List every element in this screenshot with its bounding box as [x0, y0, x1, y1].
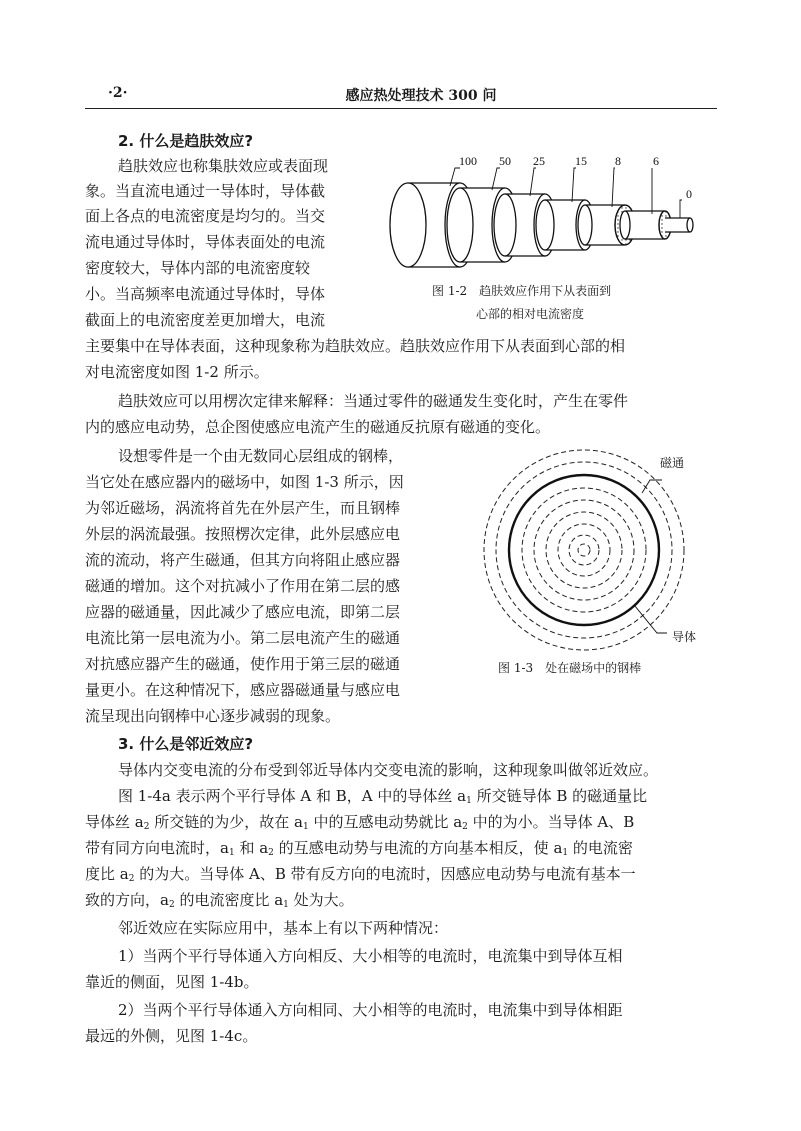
paragraph-line: 趋肤效应可以用楞次定律来解释：当通过零件的磁通发生变化时，产生在零件 — [118, 392, 629, 410]
paragraph-line — [85, 838, 633, 858]
text-run: 的电流密 — [568, 839, 633, 857]
paragraph-line: 邻近效应在实际应用中，基本上有以下两种情况： — [118, 919, 449, 937]
text-run: 所交链的为少，故在 a — [149, 813, 303, 831]
running-header — [85, 83, 717, 105]
text-run: 导体丝 a — [85, 813, 144, 831]
paragraph-line: 量更小。在这种情况下，感应器磁通量与感应电 — [85, 681, 401, 699]
text-run: 致的方向，a — [85, 891, 169, 909]
list-item: 1）当两个平行导体通入方向相反、大小相等的电流时，电流集中到导体互相 — [118, 947, 623, 965]
paragraph-line: 设想零件是一个由无数同心层组成的钢棒， — [118, 447, 404, 465]
figure-1-2-stepped-conductor — [380, 150, 720, 280]
figure-1-3-caption: 图 1-3 处在磁场中的钢棒 — [498, 661, 642, 675]
text-run: 所交链导体 B 的磁通量比 — [471, 787, 648, 805]
paragraph-line: 对电流密度如图 1-2 所示。 — [85, 363, 269, 381]
fig12-label: 50 — [499, 154, 511, 168]
book-title: 感应热处理技术 300 问 — [345, 88, 497, 104]
fig12-label: 15 — [575, 154, 587, 168]
paragraph-line: 密度较大，导体内部的电流密度较 — [85, 259, 311, 277]
paragraph-line — [85, 864, 636, 884]
paragraph-line: 内的感应电动势，总企图使感应电流产生的磁通反抗原有磁通的变化。 — [85, 418, 551, 436]
subscript: 2 — [168, 900, 175, 910]
subscript: 2 — [143, 822, 150, 832]
subscript: 1 — [466, 796, 472, 806]
text-run: 度比 a — [85, 865, 129, 883]
subscript: 1 — [302, 822, 309, 832]
text-run: 带有同方向电流时，a — [85, 839, 229, 857]
subscript: 1 — [228, 848, 235, 858]
list-item-continued: 最远的外侧，见图 1-4c。 — [85, 1027, 258, 1045]
list-item-continued: 靠近的侧面，见图 1-4b。 — [85, 973, 259, 991]
figure-1-2-caption: 心部的相对电流密度 — [476, 307, 585, 321]
paragraph-line: 小。当高频率电流通过导体时，导体 — [85, 285, 326, 303]
text-run: 中的为小。当导体 A、B — [467, 813, 635, 831]
page-number: ·2· — [108, 85, 128, 101]
paragraph-line: 外层的涡流最强。按照楞次定律，此外层感应电 — [85, 525, 401, 543]
text-run: 的互感电动势与电流的方向基本相反，使 a — [273, 839, 563, 857]
fig13-label-conductor: 导体 — [672, 630, 697, 644]
paragraph-line: 当它处在感应器内的磁场中，如图 1-3 所示，因 — [85, 473, 404, 491]
fig12-label: 6 — [653, 154, 659, 168]
paragraph-line: 对抗感应器产生的磁通，使作用于第三层的磁通 — [85, 655, 401, 673]
paragraph-line: 流电通过导体时，导体表面处的电流 — [85, 233, 326, 251]
section-heading-q3: 3. 什么是邻近效应? — [118, 735, 254, 753]
fig13-label-flux: 磁通 — [660, 456, 685, 470]
paragraph-line: 流的流动，将产生磁通，但其方向将阻止感应器 — [85, 551, 401, 569]
subscript: 2 — [268, 848, 274, 858]
paragraph-line: 导体内交变电流的分布受到邻近导体内交变电流的影响，这种现象叫做邻近效应。 — [118, 761, 659, 779]
paragraph-line: 截面上的电流密度差更加增大，电流 — [85, 311, 326, 329]
figure-1-3-steel-bar-in-field — [472, 448, 712, 658]
fig12-label: 25 — [533, 154, 545, 168]
text-run: 的为大。当导体 A、B 带有反方向的电流时，因感应电动势与电流有基本一 — [134, 865, 636, 883]
subscript: 1 — [562, 848, 569, 858]
paragraph-line: 象。当直流电通过一导体时，导体截 — [85, 182, 326, 200]
paragraph-line: 趋肤效应也称集肤效应或表面现 — [118, 157, 329, 175]
header-rule — [85, 108, 717, 109]
paragraph-line: 为邻近磁场，涡流将首先在外层产生，而且钢棒 — [85, 499, 401, 517]
paragraph-line: 应器的磁通量，因此减少了感应电流，即第二层 — [85, 603, 401, 621]
text-run: 的电流密度比 a — [174, 891, 284, 909]
paragraph-line: 主要集中在导体表面，这种现象称为趋肤效应。趋肤效应作用下从表面到心部的相 — [85, 337, 626, 355]
subscript: 2 — [128, 874, 135, 884]
paragraph-line — [118, 786, 647, 806]
text-run: 和 a — [234, 839, 269, 857]
fig12-label: 100 — [459, 154, 477, 168]
text-run: 处为大。 — [288, 891, 354, 909]
list-item: 2）当两个平行导体通入方向相同、大小相等的电流时，电流集中到导体相距 — [118, 1001, 623, 1019]
subscript: 1 — [283, 900, 289, 910]
fig12-label: 0 — [686, 187, 692, 201]
subscript: 2 — [462, 822, 468, 832]
figure-1-2-caption: 图 1-2 趋肤效应作用下从表面到 — [432, 284, 612, 298]
paragraph-line — [85, 890, 354, 910]
paragraph-line: 电流比第一层电流为小。第二层电流产生的磁通 — [85, 629, 401, 647]
text-run: 图 1-4a 表示两个平行导体 A 和 B，A 中的导体丝 a — [118, 787, 467, 805]
paragraph-line — [85, 812, 634, 832]
paragraph-line: 磁通的增加。这个对抗减小了作用在第二层的感 — [85, 577, 401, 595]
fig12-label: 8 — [615, 154, 621, 168]
paragraph-line: 面上各点的电流密度是均匀的。当交 — [85, 207, 326, 225]
text-run: 中的互感电动势就比 a — [308, 813, 463, 831]
paragraph-line: 流呈现出向钢棒中心逐步减弱的现象。 — [85, 707, 341, 725]
section-heading-q2: 2. 什么是趋肤效应? — [118, 132, 254, 150]
